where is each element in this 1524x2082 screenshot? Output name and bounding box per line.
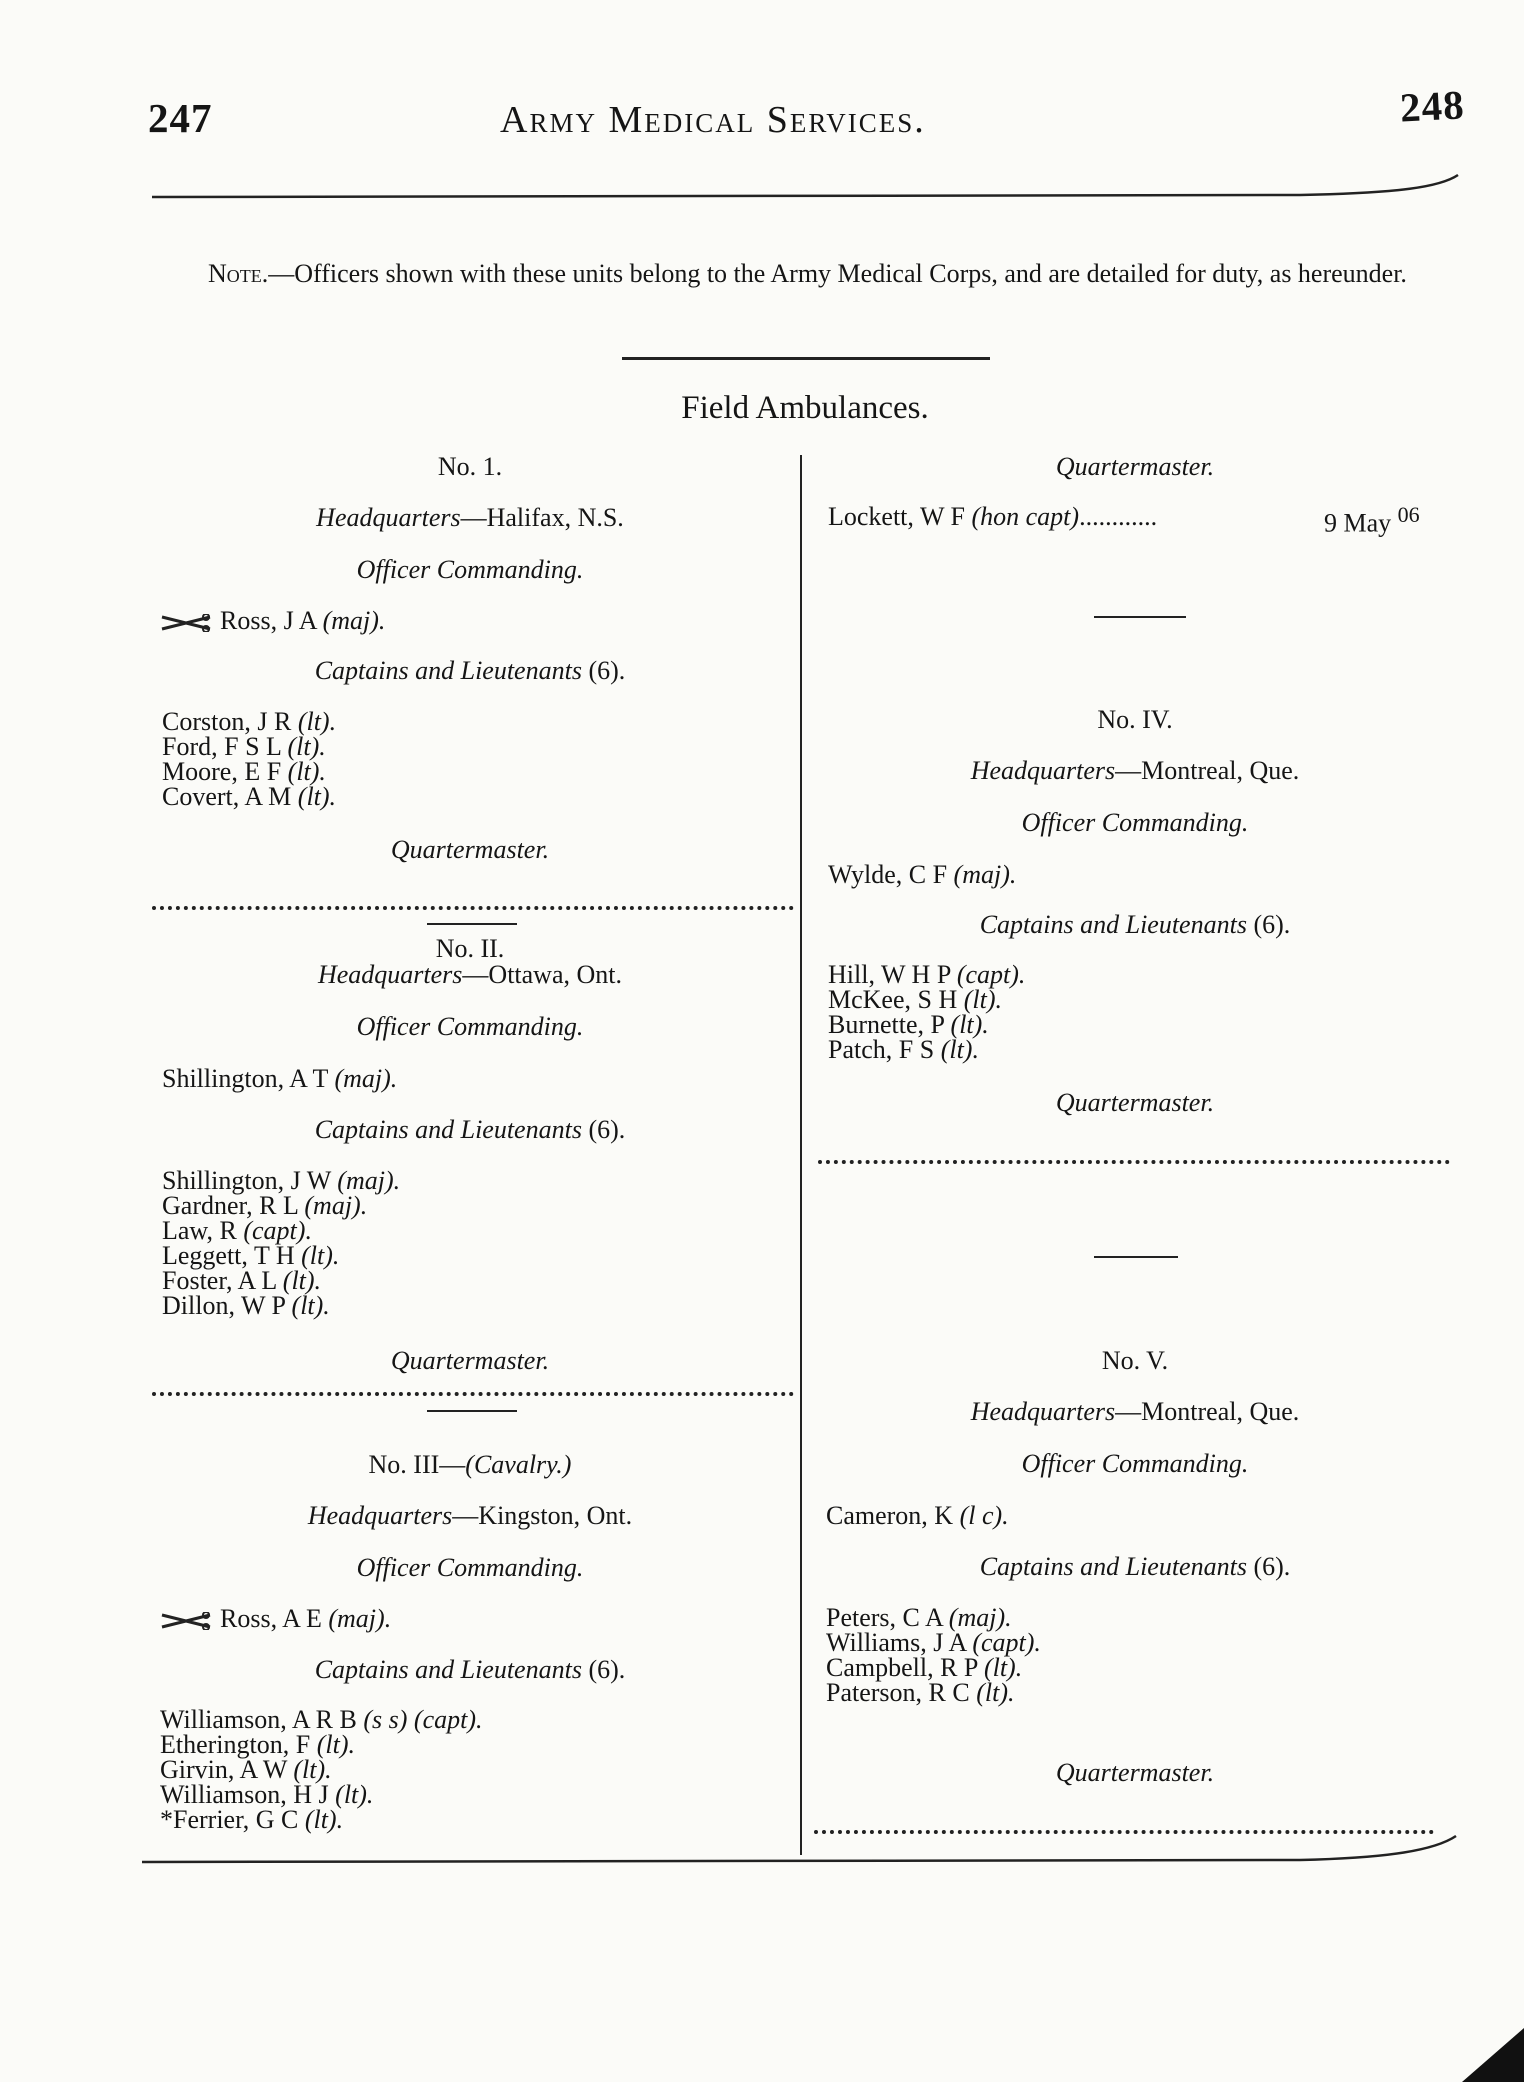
officer-rank: (lt). [940, 1035, 979, 1064]
hq-place: —Montreal, Que. [1115, 1397, 1300, 1426]
officer-name: Paterson, R C [826, 1678, 970, 1707]
cl-count: (6). [1253, 1552, 1291, 1581]
hq-place: —Kingston, Ont. [452, 1501, 633, 1530]
unit-1-cl-heading [150, 656, 790, 686]
unit-5-officer-list [826, 1605, 1041, 1705]
list-item [162, 734, 336, 759]
hq-place: —Montreal, Que. [1115, 756, 1300, 785]
unit-3-cl-heading [150, 1655, 790, 1685]
officer-rank: (lt). [301, 1241, 340, 1270]
officer-rank: (lt). [293, 1755, 332, 1784]
unit-2-oc-heading: Officer Commanding. [356, 1012, 584, 1041]
list-item [828, 1012, 1025, 1037]
oc-rank: (maj). [953, 860, 1017, 889]
officer-rank: (lt). [287, 757, 326, 786]
unit-3-qm-date [1324, 502, 1420, 539]
hq-label: Headquarters [317, 960, 463, 989]
unit-3-title [150, 1450, 790, 1480]
hq-place: —Ottawa, Ont. [462, 960, 623, 989]
unit-2-headquarters [150, 960, 790, 990]
unit-3-qm-heading: Quartermaster. [1055, 452, 1215, 481]
cl-label: Captains and Lieutenants [979, 910, 1247, 939]
hq-label: Headquarters [307, 1501, 453, 1530]
unit-5-oc [826, 1501, 1009, 1531]
officer-rank: (lt). [297, 707, 337, 736]
section-title: Field Ambulances. [681, 390, 929, 426]
oc-name: Wylde, C F [828, 860, 948, 889]
unit-4-oc-heading: Officer Commanding. [1021, 808, 1249, 837]
footer-rule [140, 1820, 1460, 1870]
oc-rank: (maj). [322, 606, 386, 635]
unit-4-cl-heading [810, 910, 1460, 940]
page-title: Army Medical Services. [500, 99, 926, 141]
officer-rank: (capt). [243, 1216, 312, 1245]
officer-name: McKee, S H [828, 985, 958, 1014]
cl-label: Captains and Lieutenants [314, 1115, 582, 1144]
qm-rank: (hon capt) [971, 502, 1080, 531]
cl-count: (6). [588, 656, 626, 685]
officer-name: Foster, A L [162, 1266, 277, 1295]
list-item [162, 784, 336, 809]
officer-name: Ford, F S L [162, 732, 281, 761]
oc-rank: (maj). [328, 1604, 392, 1633]
officer-rank: (lt). [291, 1291, 330, 1320]
unit-2-title: No. II. [435, 934, 505, 963]
unit-2-oc [162, 1064, 397, 1094]
officer-name: Dillon, W P [162, 1291, 286, 1320]
officer-name: Leggett, T H [162, 1241, 295, 1270]
officer-name: Williamson, A R B [160, 1705, 357, 1734]
section-rule [622, 357, 990, 360]
officer-rank: (maj). [337, 1166, 401, 1195]
crossed-swords-icon [160, 614, 212, 632]
header-rule [150, 165, 1460, 205]
officer-name: Hill, W H P [828, 960, 951, 989]
unit-4-title: No. IV. [1097, 705, 1173, 734]
page-number-right: 248 [1398, 81, 1466, 131]
unit-3-headquarters [150, 1501, 790, 1531]
list-item [828, 962, 1025, 987]
unit-3-qm-entry [828, 502, 1157, 532]
unit-5-qm-heading: Quartermaster. [1055, 1758, 1215, 1787]
officer-rank: (capt). [956, 960, 1026, 989]
list-item [828, 987, 1025, 1012]
officer-rank: (capt). [972, 1628, 1041, 1657]
list-item [828, 1037, 1025, 1062]
page-corner-shadow [1462, 2016, 1524, 2082]
short-rule [427, 923, 517, 925]
unit-4-headquarters [810, 756, 1460, 786]
list-item [162, 709, 336, 734]
list-item [826, 1655, 1041, 1680]
officer-rank: (lt). [335, 1780, 374, 1809]
qm-leader: ............ [1079, 502, 1158, 531]
note-text: —Officers shown with these units belong to the Army Medical Corps, and are detailed for duty, as hereunder. [268, 259, 1407, 288]
officer-rank: (lt). [316, 1730, 355, 1759]
unit-4-qm-heading: Quartermaster. [1055, 1088, 1215, 1117]
officer-name: Shillington, J W [162, 1166, 331, 1195]
officer-rank: (s s) (capt). [363, 1705, 483, 1734]
unit-1-headquarters [150, 503, 790, 533]
short-rule [427, 1410, 517, 1412]
list-item [162, 1293, 400, 1318]
cl-count: (6). [588, 1655, 626, 1684]
unit-2-officer-list [162, 1168, 400, 1318]
cl-label: Captains and Lieutenants [314, 1655, 582, 1684]
officer-rank: (lt). [287, 732, 326, 761]
list-item [162, 1218, 400, 1243]
column-divider [800, 455, 802, 1855]
unit-2-cl-heading [150, 1115, 790, 1145]
officer-name: Williamson, H J [160, 1780, 329, 1809]
hq-label: Headquarters [316, 503, 461, 532]
list-item [160, 1782, 483, 1807]
unit-5-headquarters [810, 1397, 1460, 1427]
unit-3-oc-heading: Officer Commanding. [356, 1553, 584, 1582]
officer-name: Campbell, R P [826, 1653, 978, 1682]
hq-label: Headquarters [970, 756, 1116, 785]
unit-3-oc [160, 1604, 391, 1634]
qm-date: 9 May [1324, 508, 1392, 538]
officer-rank: (maj). [304, 1191, 368, 1220]
unit-1-oc-heading: Officer Commanding. [356, 555, 584, 584]
unit-4-oc [828, 860, 1016, 890]
unit-1-oc [160, 606, 385, 636]
oc-name: Ross, J A [220, 606, 317, 635]
qm-name: Lockett, W F [828, 502, 965, 531]
title-type: (Cavalry.) [465, 1450, 572, 1479]
officer-rank: (maj). [948, 1603, 1012, 1632]
officer-name: Corston, J R [162, 707, 292, 736]
unit-1-title: No. 1. [437, 452, 503, 481]
officer-name: Williams, J A [826, 1628, 966, 1657]
list-item [160, 1757, 483, 1782]
note-paragraph [150, 258, 1460, 290]
unit-5-cl-heading [810, 1552, 1460, 1582]
unit-4-officer-list [828, 962, 1025, 1062]
short-rule [1094, 1256, 1178, 1258]
list-item [162, 1243, 400, 1268]
officer-name: Burnette, P [828, 1010, 945, 1039]
hq-place: —Halifax, N.S. [460, 503, 624, 532]
short-rule [1094, 616, 1186, 618]
page-number-left: 247 [148, 95, 213, 141]
unit-3-officer-list [160, 1707, 483, 1832]
list-item [160, 1707, 483, 1732]
officer-rank: (lt). [950, 1010, 989, 1039]
hq-label: Headquarters [970, 1397, 1116, 1426]
unit-1-officer-list [162, 709, 336, 809]
dotted-separator [818, 1160, 1450, 1164]
officer-rank: (lt). [963, 985, 1003, 1014]
oc-name: Shillington, A T [162, 1064, 328, 1093]
oc-name: Cameron, K [826, 1501, 954, 1530]
oc-name: Ross, A E [220, 1604, 322, 1633]
list-item [160, 1732, 483, 1757]
list-item [826, 1680, 1041, 1705]
list-item [162, 1193, 400, 1218]
unit-1-qm-heading: Quartermaster. [390, 835, 550, 864]
officer-name: Law, R [162, 1216, 237, 1245]
unit-5-title: No. V. [1101, 1346, 1169, 1375]
title-no: No. III— [368, 1450, 466, 1479]
officer-rank: (lt). [304, 1805, 344, 1834]
officer-rank: (lt). [297, 782, 337, 811]
oc-rank: (maj). [334, 1064, 398, 1093]
cl-count: (6). [1253, 910, 1291, 939]
officer-rank: (lt). [983, 1653, 1023, 1682]
officer-name: Patch, F S [828, 1035, 935, 1064]
dotted-separator [152, 906, 794, 910]
list-item [162, 1268, 400, 1293]
cl-label: Captains and Lieutenants [314, 656, 582, 685]
oc-rank: (l c). [959, 1501, 1009, 1530]
list-item [162, 759, 336, 784]
officer-name: Girvin, A W [160, 1755, 287, 1784]
officer-name: Etherington, F [160, 1730, 311, 1759]
officer-name: Covert, A M [162, 782, 292, 811]
list-item [826, 1605, 1041, 1630]
officer-name: Moore, E F [162, 757, 282, 786]
officer-rank: (lt). [282, 1266, 322, 1295]
crossed-swords-icon [160, 1612, 212, 1630]
officer-rank: (lt). [976, 1678, 1015, 1707]
dotted-separator [152, 1392, 794, 1396]
cl-count: (6). [588, 1115, 626, 1144]
unit-5-oc-heading: Officer Commanding. [1021, 1449, 1249, 1478]
qm-year: 06 [1397, 502, 1420, 527]
list-item [826, 1630, 1041, 1655]
list-item [162, 1168, 400, 1193]
cl-label: Captains and Lieutenants [979, 1552, 1247, 1581]
officer-name: *Ferrier, G C [160, 1805, 299, 1834]
officer-name: Peters, C A [826, 1603, 943, 1632]
note-label: Note. [208, 259, 269, 288]
officer-name: Gardner, R L [162, 1191, 298, 1220]
unit-2-qm-heading: Quartermaster. [390, 1346, 550, 1375]
